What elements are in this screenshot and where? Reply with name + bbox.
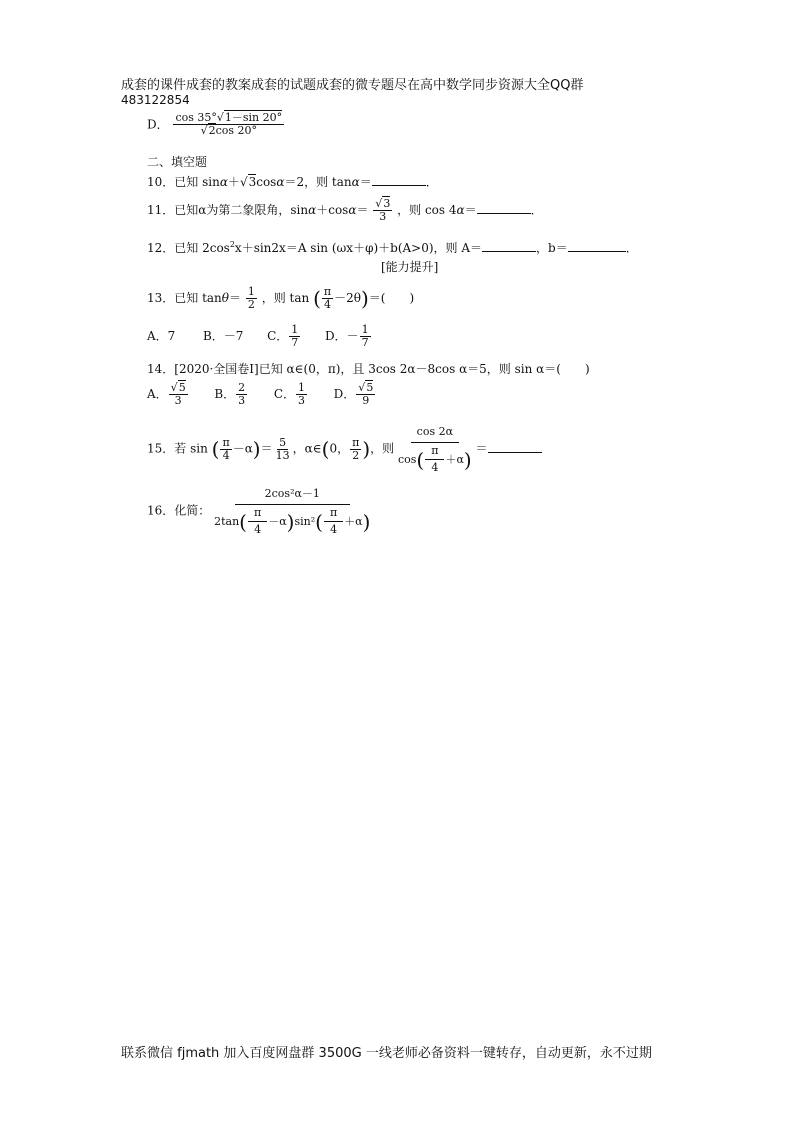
question-12: 12．已知 $2\cos^2x+\sin 2x=A$ sin (ωx＋φ)＋b(A>0)，则 A＝ ，b＝ ． (147, 240, 638, 255)
answer-blank-10[interactable] (372, 174, 426, 186)
footer-text: 联系微信 fjmath 加入百度网盘群 3500G 一线老师必备资料一键转存，自动更新，永不过期 (121, 1046, 652, 1061)
option-d-fraction: $\frac{\cos 35^\circ√1-\sin 20^\circ}{√2\cos 20^\circ}$ (175, 111, 283, 137)
option-14d[interactable]: D． $\frac{√5}{9}$ (333, 381, 374, 407)
q16-big-fraction: 2cos²α－1 2tan ( $\frac{\pi}{4}$ －α ) sin² ( $\frac{\pi}{4}$ ＋α ) (214, 487, 371, 536)
answer-blank-12b[interactable] (568, 240, 626, 252)
option-13c[interactable]: C． $\frac{1}{7}$ (267, 323, 299, 349)
q15-big-fraction: cos 2α cos ( $\frac{\pi}{4}$ ＋α ) (397, 425, 472, 474)
option-13d[interactable]: D．－ $\frac{1}{7}$ (324, 323, 369, 349)
question-16: 16．化简： 2cos²α－1 2tan ( $\frac{\pi}{4}$ －α ) sin² ( $\frac{\pi}{4}$ ＋α ) (147, 487, 371, 536)
question-14: 14．[2020·全国卷Ⅰ]已知 α∈(0，π)，且 3cos 2α－8cos α＝5，则 sin α＝( ) (147, 362, 590, 376)
question-10: 10．已知 sinα＋√3cosα＝2，则 tanα＝ ． (147, 175, 438, 189)
header-line-2: 483122854 (121, 93, 190, 107)
question-14-options (147, 382, 376, 407)
question-13-options (147, 324, 372, 349)
answer-blank-12a[interactable] (482, 240, 536, 252)
option-d: D． $\frac{\cos 35^\circ√1-\sin 20^\circ}{√2\cos 20^\circ}$ (147, 111, 283, 137)
option-13b[interactable]: B．－7 (202, 329, 244, 343)
ability-heading: [能力提升] (381, 260, 439, 274)
answer-blank-11[interactable] (477, 202, 531, 214)
question-11: 11．已知α为第二象限角，sinα＋cosα＝ $\frac{√3}{3}$ ，则 cos 4α＝ ． (147, 197, 543, 223)
header-line-1: 成套的课件成套的教案成套的试题成套的微专题尽在高中数学同步资源大全QQ群 (121, 78, 584, 93)
option-14a[interactable]: A． $\frac{√5}{3}$ (147, 381, 186, 407)
answer-blank-15[interactable] (488, 441, 542, 453)
question-15: 15．若 sin ( $\frac{\pi}{4}$ －α)＝ $\frac{5}{13}$ ，α∈(0， $\frac{\pi}{2}$ )，则 cos 2α cos ( $\frac{\pi}{4}$ ＋α ) ＝ (147, 424, 542, 474)
section-title-fill-in: 二、填空题 (147, 155, 208, 169)
option-14c[interactable]: C． $\frac{1}{3}$ (273, 381, 306, 407)
option-13a[interactable]: A．7 (147, 329, 176, 343)
q11-fraction: $\frac{√3}{3}$ (375, 197, 391, 223)
option-14b[interactable]: B． $\frac{2}{3}$ (214, 381, 246, 407)
question-13: 13．已知 tanθ＝ $\frac{1}{2}$ ，则 tan ( $\frac{\pi}{4}$ －2θ)＝( ) (147, 285, 415, 311)
